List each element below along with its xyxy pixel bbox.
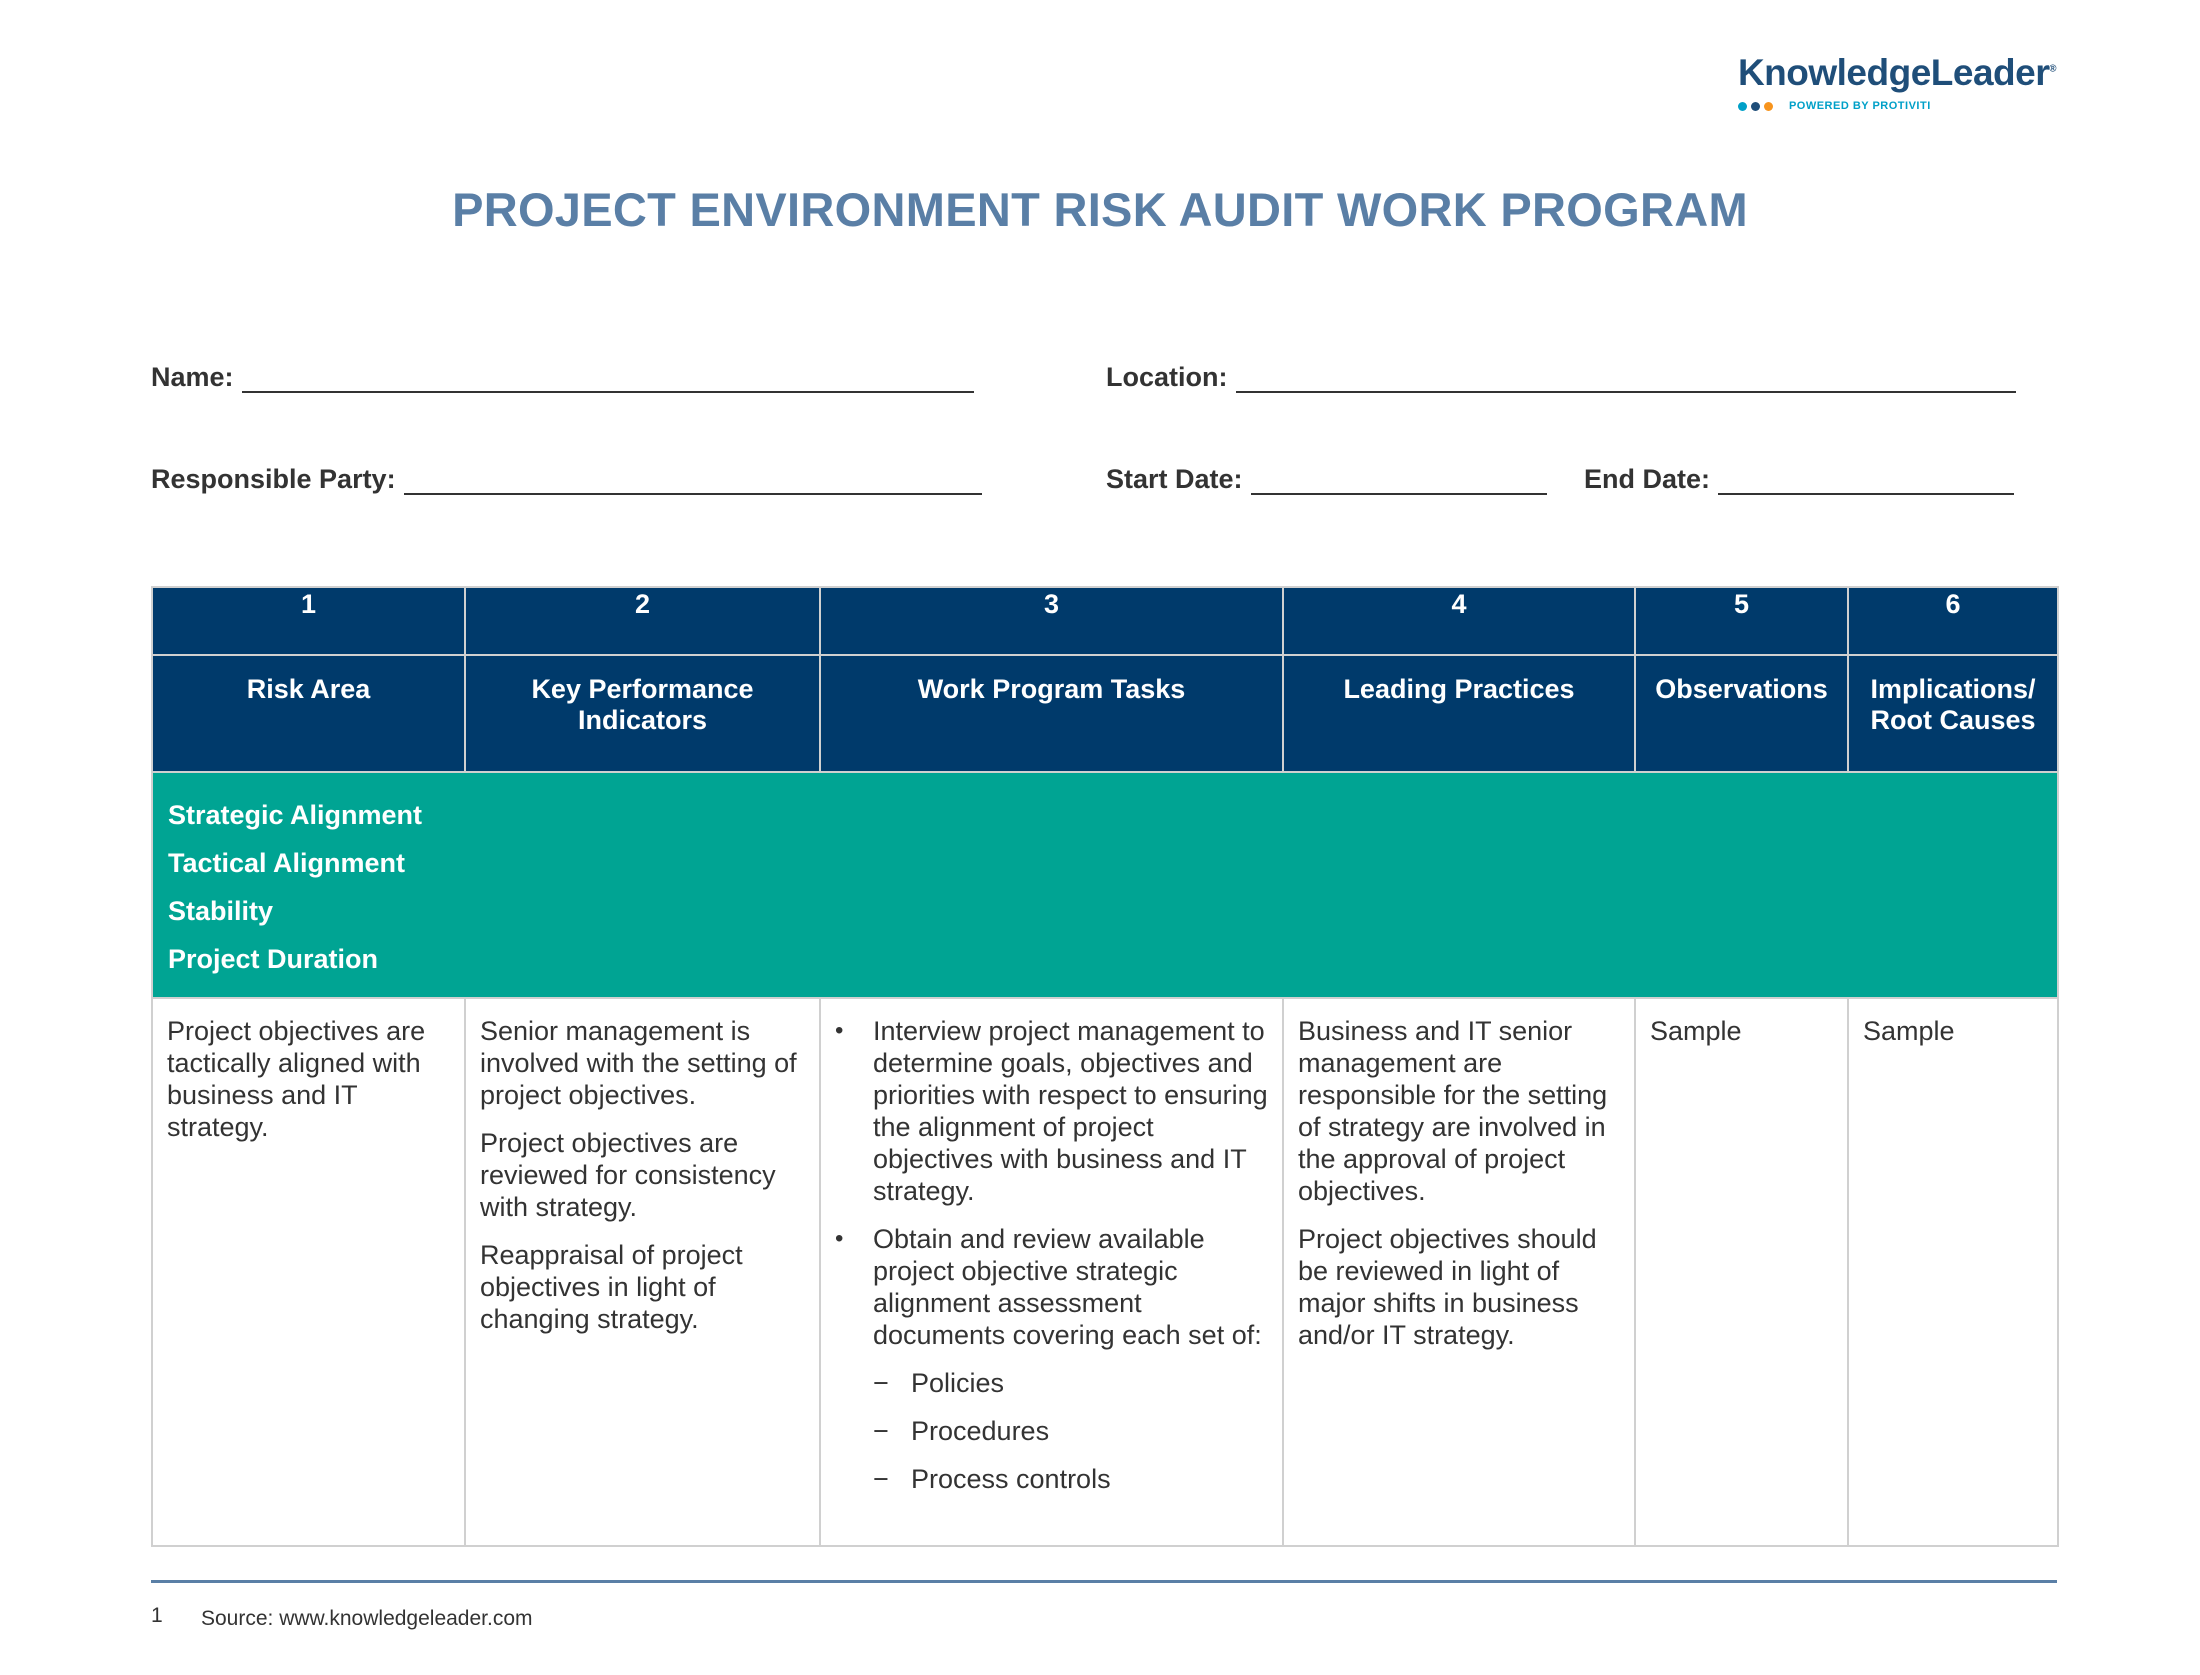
- column-number: 1: [152, 587, 465, 655]
- column-number: 6: [1848, 587, 2058, 655]
- kpi-text: Project objectives are reviewed for consistency with strategy.: [480, 1128, 776, 1222]
- page-title: PROJECT ENVIRONMENT RISK AUDIT WORK PROGRAM: [452, 183, 1748, 236]
- start-date-label: Start Date:: [1106, 464, 1243, 494]
- start-date-field: [1106, 464, 1547, 495]
- logo-tagline: POWERED BY PROTIVITI: [1788, 100, 1931, 112]
- tasks-cell: [820, 998, 1283, 1546]
- kpi-text: Reappraisal of project objectives in light of changing strategy.: [480, 1240, 743, 1334]
- implications-text: Sample: [1863, 1016, 1955, 1046]
- end-date-label: End Date:: [1584, 464, 1711, 494]
- section-item-tactical-alignment: Tactical Alignment: [168, 848, 406, 878]
- page-number: 1: [151, 1604, 163, 1627]
- section-item-stability: Stability: [168, 896, 274, 926]
- responsible-party-field: [151, 464, 982, 495]
- kpi-text: Senior management is involved with the setting of project objectives.: [480, 1016, 797, 1110]
- task-subitem: − Procedures: [911, 1415, 1268, 1447]
- logo-dots-icon: [1738, 102, 1773, 111]
- header-kpis: Key Performance Indicators: [465, 655, 820, 772]
- responsible-party-input-line[interactable]: [404, 467, 982, 495]
- observations-text: Sample: [1650, 1016, 1742, 1046]
- header-observations: Observations: [1635, 655, 1848, 772]
- table-row: [152, 998, 2058, 1546]
- header-implications: Implications/ Root Causes: [1848, 655, 2058, 772]
- practice-text: Project objectives should be reviewed in light of major shifts in business and/or IT strategy.: [1298, 1224, 1597, 1350]
- end-date-field: [1584, 464, 2014, 495]
- logo-dot: [1764, 102, 1773, 111]
- section-item-strategic-alignment: Strategic Alignment: [168, 800, 423, 830]
- knowledgeleader-logo: [1738, 52, 2056, 112]
- section-item-project-duration: Project Duration: [168, 944, 379, 974]
- location-field: [1106, 362, 2016, 393]
- column-number: 3: [820, 587, 1283, 655]
- responsible-party-label: Responsible Party:: [151, 464, 396, 494]
- column-header-row: [152, 655, 2058, 772]
- logo-dot: [1738, 102, 1747, 111]
- logo-dot: [1751, 102, 1760, 111]
- kpi-cell: [465, 998, 820, 1546]
- task-item: • Obtain and review available project objective strategic alignment assessment documents covering each set of: − Policies − Procedures − Process controls: [873, 1223, 1268, 1495]
- source-note: Source: www.knowledgeleader.com: [201, 1607, 533, 1630]
- column-number: 4: [1283, 587, 1635, 655]
- name-label: Name:: [151, 362, 234, 392]
- location-label: Location:: [1106, 362, 1228, 392]
- task-item: • Interview project management to determine goals, objectives and priorities with respect to ensuring the alignment of project objectives with business and IT strategy.: [873, 1015, 1268, 1207]
- observations-cell[interactable]: [1635, 998, 1848, 1546]
- risk-area-text: Project objectives are tactically aligned with business and IT strategy.: [167, 1016, 426, 1142]
- start-date-input-line[interactable]: [1251, 467, 1547, 495]
- end-date-input-line[interactable]: [1718, 467, 2014, 495]
- name-input-line[interactable]: [242, 365, 974, 393]
- logo-wordmark: KnowledgeLeader®: [1737, 52, 2056, 93]
- task-subitem: − Policies: [911, 1367, 1268, 1399]
- leading-practices-cell: [1283, 998, 1635, 1546]
- task-subitem-list: [873, 1367, 1268, 1495]
- risk-area-cell: [152, 998, 465, 1546]
- footer-divider: [151, 1580, 2057, 1583]
- implications-cell[interactable]: [1848, 998, 2058, 1546]
- name-field: [151, 362, 974, 393]
- work-program-table: [151, 586, 2059, 1547]
- header-risk-area: Risk Area: [152, 655, 465, 772]
- column-number-row: [152, 587, 2058, 655]
- location-input-line[interactable]: [1236, 365, 2016, 393]
- section-row: [152, 772, 2058, 998]
- column-number: 5: [1635, 587, 1848, 655]
- task-list: [835, 1015, 1268, 1495]
- header-work-program-tasks: Work Program Tasks: [820, 655, 1283, 772]
- practice-text: Business and IT senior management are responsible for the setting of strategy are involved in the approval of project objectives.: [1298, 1016, 1608, 1206]
- column-number: 2: [465, 587, 820, 655]
- header-leading-practices: Leading Practices: [1283, 655, 1635, 772]
- section-cell: [152, 772, 2058, 998]
- task-subitem: − Process controls: [911, 1463, 1268, 1495]
